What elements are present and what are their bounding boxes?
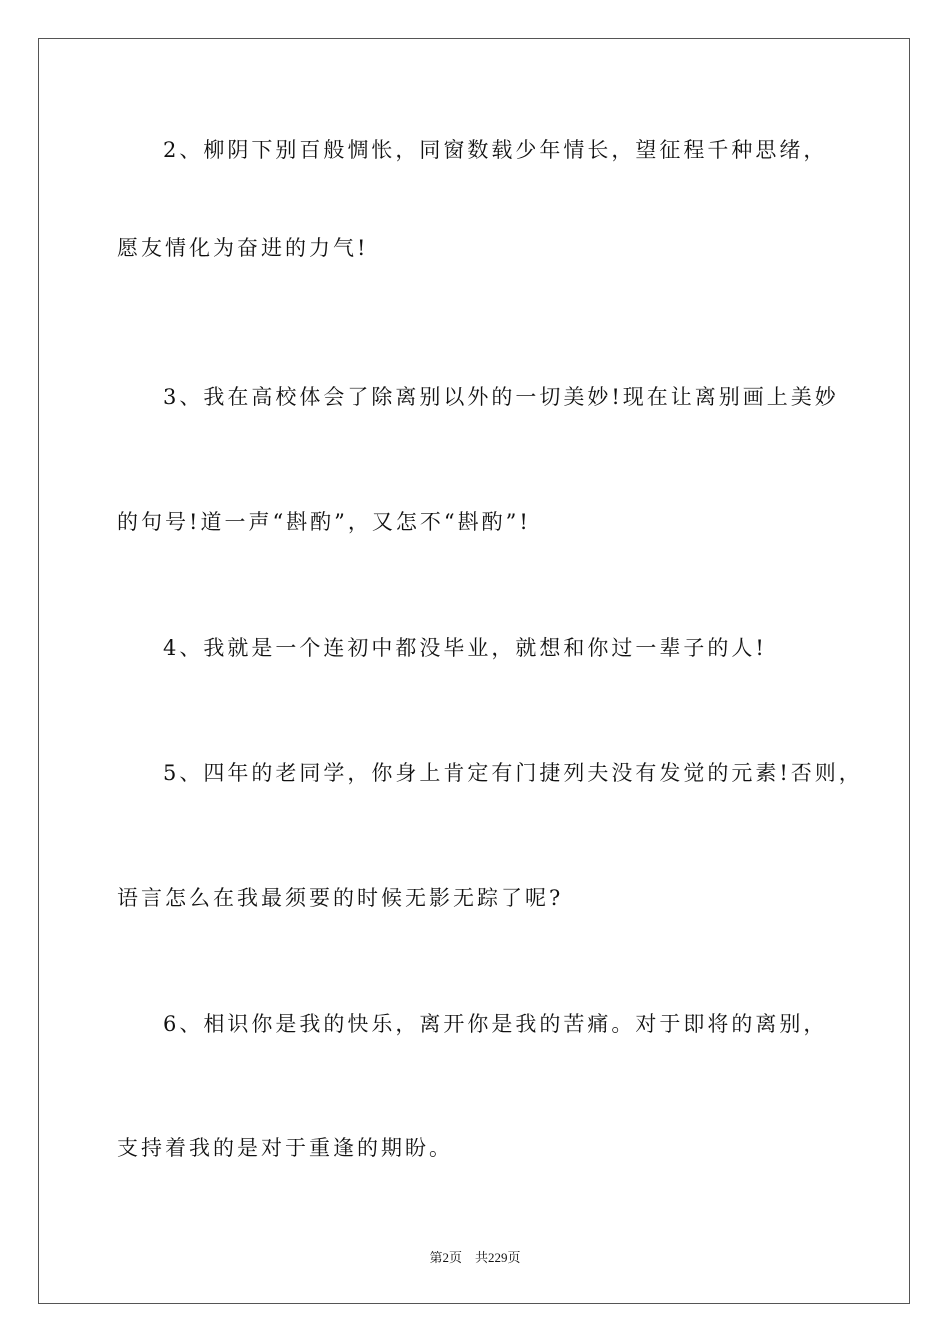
paragraph-5-line-2: 语言怎么在我最须要的时候无影无踪了呢?: [117, 886, 564, 910]
paragraph-3-line-2: 的句号!道一声“斟酌”，又怎不“斟酌”!: [117, 510, 531, 534]
paragraph-2-line-1: 2、柳阴下别百般惆怅，同窗数载少年情长，望征程千种思绪，: [163, 138, 828, 162]
paragraph-6-line-1: 6、相识你是我的快乐，离开你是我的苦痛。对于即将的离别，: [163, 1012, 828, 1036]
paragraph-3-line-1: 3、我在高校体会了除离别以外的一切美妙!现在让离别画上美妙: [163, 385, 839, 409]
paragraph-5-line-1: 5、四年的老同学，你身上肯定有门捷列夫没有发觉的元素!否则，: [163, 761, 863, 785]
page-number-footer: 第2页 共229页: [429, 1250, 521, 1265]
paragraph-2-line-2: 愿友情化为奋进的力气!: [117, 236, 369, 260]
paragraph-6-line-2: 支持着我的是对于重逢的期盼。: [117, 1136, 453, 1160]
page-frame: [38, 38, 910, 1304]
paragraph-4-line-1: 4、我就是一个连初中都没毕业，就想和你过一辈子的人!: [163, 636, 767, 660]
